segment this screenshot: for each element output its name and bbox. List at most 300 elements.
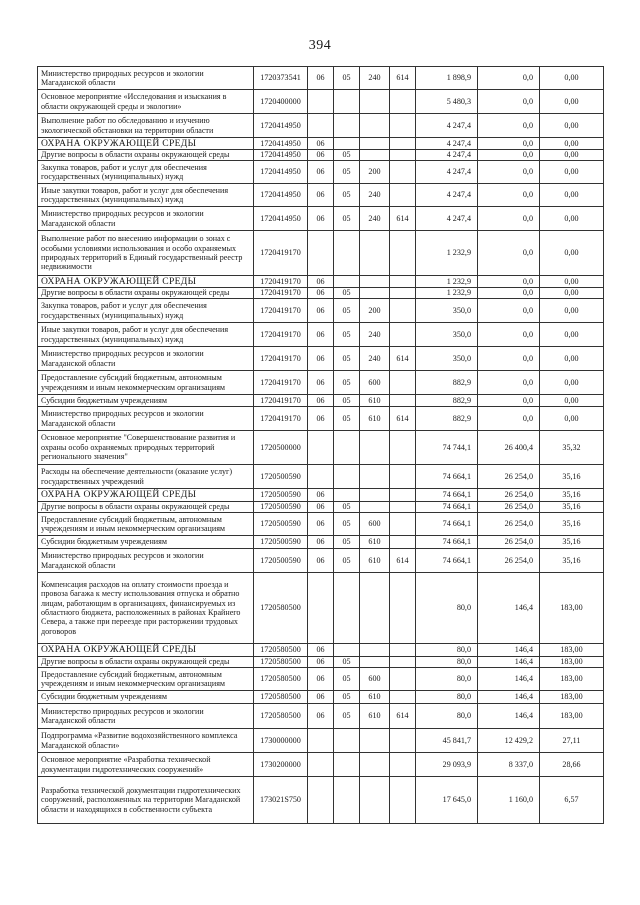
page-number: 394: [308, 38, 332, 53]
row-percent-cell: 27,11: [540, 729, 604, 753]
row-amount-planned-cell: 74 664,1: [416, 549, 478, 573]
row-amount-planned-cell: 1 232,9: [416, 288, 478, 299]
row-section-cell: [308, 777, 334, 824]
row-subsection-cell: [334, 276, 360, 288]
row-amount-executed-cell: 26 254,0: [478, 549, 540, 573]
row-percent-cell: 0,00: [540, 299, 604, 323]
row-expense-type-cell: 610: [360, 704, 390, 729]
row-amount-executed-cell: 26 254,0: [478, 489, 540, 502]
row-subsection-cell: 05: [334, 161, 360, 184]
row-name-cell: Министерство природных ресурсов и экологии Магаданской области: [38, 704, 254, 729]
row-expense-type-cell: 600: [360, 513, 390, 536]
row-subsection-cell: 05: [334, 691, 360, 704]
row-amount-executed-cell: 0,0: [478, 276, 540, 288]
row-code-cell: 1720500000: [254, 431, 308, 465]
row-name-cell: Министерство природных ресурсов и экологии Магаданской области: [38, 407, 254, 431]
row-amount-executed-cell: 0,0: [478, 347, 540, 371]
row-subsection-cell: [334, 489, 360, 502]
row-name-cell: ОХРАНА ОКРУЖАЮЩЕЙ СРЕДЫ: [38, 489, 254, 502]
row-department-cell: [390, 371, 416, 395]
row-department-cell: [390, 288, 416, 299]
row-code-cell: 1720419170: [254, 395, 308, 407]
row-name-cell: Выполнение работ по внесению информации о зонах с особыми условиями использования и особо охраняемых природных территорий в Единый государственный реестр недвижимости: [38, 231, 254, 276]
row-department-cell: [390, 644, 416, 657]
row-amount-planned-cell: 80,0: [416, 644, 478, 657]
row-name-cell: Министерство природных ресурсов и экологии Магаданской области: [38, 549, 254, 573]
row-amount-planned-cell: 4 247,4: [416, 150, 478, 161]
table-row: [38, 407, 604, 431]
row-subsection-cell: [334, 644, 360, 657]
row-code-cell: 173021S750: [254, 777, 308, 824]
row-section-cell: 06: [308, 691, 334, 704]
row-code-cell: 1720419170: [254, 407, 308, 431]
row-subsection-cell: 05: [334, 657, 360, 668]
row-amount-planned-cell: 29 093,9: [416, 753, 478, 777]
table-row: [38, 395, 604, 407]
table-row: [38, 138, 604, 150]
row-percent-cell: 35,16: [540, 502, 604, 513]
row-expense-type-cell: 240: [360, 184, 390, 207]
row-expense-type-cell: 240: [360, 347, 390, 371]
row-department-cell: [390, 90, 416, 114]
row-amount-executed-cell: 26 254,0: [478, 502, 540, 513]
row-code-cell: 1720414950: [254, 161, 308, 184]
row-section-cell: 06: [308, 502, 334, 513]
row-subsection-cell: 05: [334, 371, 360, 395]
row-section-cell: 06: [308, 395, 334, 407]
row-code-cell: 1720419170: [254, 231, 308, 276]
table-row: [38, 489, 604, 502]
row-amount-planned-cell: 4 247,4: [416, 161, 478, 184]
row-name-cell: Разработка технической документации гидротехнических сооружений, расположенных на территории Магаданской области и находящихся в собственности субъекта: [38, 777, 254, 824]
row-expense-type-cell: [360, 729, 390, 753]
row-percent-cell: 0,00: [540, 207, 604, 231]
row-amount-executed-cell: 0,0: [478, 299, 540, 323]
row-percent-cell: 183,00: [540, 573, 604, 644]
row-subsection-cell: 05: [334, 407, 360, 431]
row-amount-planned-cell: 80,0: [416, 657, 478, 668]
row-department-cell: [390, 691, 416, 704]
row-amount-planned-cell: 80,0: [416, 668, 478, 691]
row-amount-planned-cell: 45 841,7: [416, 729, 478, 753]
row-percent-cell: 35,32: [540, 431, 604, 465]
row-subsection-cell: 05: [334, 549, 360, 573]
row-percent-cell: 0,00: [540, 276, 604, 288]
row-amount-planned-cell: 1 232,9: [416, 276, 478, 288]
row-amount-executed-cell: 0,0: [478, 395, 540, 407]
row-code-cell: 1720419170: [254, 299, 308, 323]
table-row: [38, 502, 604, 513]
table-row: [38, 90, 604, 114]
row-amount-executed-cell: 26 400,4: [478, 431, 540, 465]
row-code-cell: 1720400000: [254, 90, 308, 114]
row-amount-planned-cell: 80,0: [416, 704, 478, 729]
row-amount-planned-cell: 882,9: [416, 407, 478, 431]
row-subsection-cell: [334, 231, 360, 276]
row-subsection-cell: [334, 777, 360, 824]
row-section-cell: 06: [308, 288, 334, 299]
row-subsection-cell: 05: [334, 668, 360, 691]
row-amount-planned-cell: 80,0: [416, 691, 478, 704]
row-department-cell: [390, 729, 416, 753]
row-code-cell: 1720500590: [254, 513, 308, 536]
row-expense-type-cell: 600: [360, 668, 390, 691]
row-amount-executed-cell: 0,0: [478, 90, 540, 114]
table-row: [38, 114, 604, 138]
row-subsection-cell: [334, 573, 360, 644]
row-department-cell: [390, 502, 416, 513]
row-subsection-cell: 05: [334, 536, 360, 549]
row-department-cell: [390, 513, 416, 536]
row-name-cell: Предоставление субсидий бюджетным, автономным учреждениям и иным некоммерческим организациям: [38, 371, 254, 395]
row-section-cell: 06: [308, 371, 334, 395]
table-row: [38, 67, 604, 90]
row-code-cell: 1720414950: [254, 207, 308, 231]
row-expense-type-cell: [360, 465, 390, 489]
row-expense-type-cell: 610: [360, 407, 390, 431]
row-section-cell: 06: [308, 536, 334, 549]
row-amount-executed-cell: 0,0: [478, 323, 540, 347]
row-percent-cell: 0,00: [540, 184, 604, 207]
row-section-cell: 06: [308, 644, 334, 657]
row-code-cell: 1720373541: [254, 67, 308, 90]
row-amount-executed-cell: 0,0: [478, 138, 540, 150]
row-section-cell: [308, 231, 334, 276]
row-name-cell: Основное мероприятие «Разработка технической документации гидротехнических сооружений»: [38, 753, 254, 777]
row-department-cell: [390, 184, 416, 207]
table-row: [38, 691, 604, 704]
row-percent-cell: 6,57: [540, 777, 604, 824]
row-section-cell: 06: [308, 207, 334, 231]
row-name-cell: Закупка товаров, работ и услуг для обеспечения государственных (муниципальных) нужд: [38, 299, 254, 323]
row-percent-cell: 0,00: [540, 150, 604, 161]
row-code-cell: 1720500590: [254, 465, 308, 489]
row-name-cell: Основное мероприятие «Исследования и изыскания в области окружающей среды и экологии»: [38, 90, 254, 114]
table-row: [38, 465, 604, 489]
row-section-cell: 06: [308, 138, 334, 150]
row-code-cell: 1720414950: [254, 184, 308, 207]
row-code-cell: 1720500590: [254, 549, 308, 573]
table-row: [38, 347, 604, 371]
row-name-cell: ОХРАНА ОКРУЖАЮЩЕЙ СРЕДЫ: [38, 138, 254, 150]
row-subsection-cell: [334, 138, 360, 150]
table-row: [38, 431, 604, 465]
row-section-cell: 06: [308, 184, 334, 207]
table-row: [38, 668, 604, 691]
row-department-cell: [390, 668, 416, 691]
row-code-cell: 1720500590: [254, 502, 308, 513]
row-percent-cell: 28,66: [540, 753, 604, 777]
row-name-cell: Другие вопросы в области охраны окружающей среды: [38, 150, 254, 161]
row-percent-cell: 183,00: [540, 644, 604, 657]
row-code-cell: 1720419170: [254, 347, 308, 371]
table-row: [38, 549, 604, 573]
row-department-cell: [390, 299, 416, 323]
table-row: [38, 371, 604, 395]
row-department-cell: 614: [390, 347, 416, 371]
row-department-cell: [390, 536, 416, 549]
row-section-cell: 06: [308, 347, 334, 371]
row-code-cell: 1730000000: [254, 729, 308, 753]
row-amount-executed-cell: 146,4: [478, 657, 540, 668]
row-expense-type-cell: [360, 489, 390, 502]
row-percent-cell: 183,00: [540, 657, 604, 668]
row-code-cell: 1720580500: [254, 657, 308, 668]
row-name-cell: Другие вопросы в области охраны окружающей среды: [38, 657, 254, 668]
row-code-cell: 1720580500: [254, 691, 308, 704]
row-name-cell: Подпрограмма «Развитие водохозяйственного комплекса Магаданской области»: [38, 729, 254, 753]
row-name-cell: Расходы на обеспечение деятельности (оказание услуг) государственных учреждений: [38, 465, 254, 489]
row-section-cell: 06: [308, 668, 334, 691]
row-amount-planned-cell: 74 664,1: [416, 536, 478, 549]
row-name-cell: Иные закупки товаров, работ и услуг для обеспечения государственных (муниципальных) нужд: [38, 184, 254, 207]
row-percent-cell: 0,00: [540, 161, 604, 184]
row-amount-planned-cell: 350,0: [416, 347, 478, 371]
row-amount-planned-cell: 4 247,4: [416, 184, 478, 207]
row-percent-cell: 35,16: [540, 549, 604, 573]
row-amount-executed-cell: 0,0: [478, 161, 540, 184]
row-percent-cell: 35,16: [540, 513, 604, 536]
row-subsection-cell: [334, 90, 360, 114]
table-row: [38, 161, 604, 184]
row-expense-type-cell: [360, 231, 390, 276]
row-amount-planned-cell: 17 645,0: [416, 777, 478, 824]
row-amount-planned-cell: 1 232,9: [416, 231, 478, 276]
row-section-cell: [308, 431, 334, 465]
row-expense-type-cell: [360, 288, 390, 299]
row-amount-planned-cell: 1 898,9: [416, 67, 478, 90]
row-section-cell: 06: [308, 657, 334, 668]
row-amount-planned-cell: 882,9: [416, 395, 478, 407]
table-row: [38, 729, 604, 753]
budget-table: [37, 66, 604, 824]
row-amount-executed-cell: 146,4: [478, 668, 540, 691]
row-section-cell: [308, 90, 334, 114]
row-subsection-cell: 05: [334, 323, 360, 347]
row-subsection-cell: 05: [334, 150, 360, 161]
table-row: [38, 276, 604, 288]
row-subsection-cell: [334, 431, 360, 465]
row-subsection-cell: 05: [334, 67, 360, 90]
row-amount-planned-cell: 4 247,4: [416, 138, 478, 150]
row-subsection-cell: 05: [334, 513, 360, 536]
row-amount-executed-cell: 0,0: [478, 288, 540, 299]
row-amount-executed-cell: 0,0: [478, 407, 540, 431]
row-section-cell: 06: [308, 150, 334, 161]
row-amount-executed-cell: 1 160,0: [478, 777, 540, 824]
row-amount-executed-cell: 0,0: [478, 67, 540, 90]
row-section-cell: 06: [308, 67, 334, 90]
row-section-cell: [308, 114, 334, 138]
row-percent-cell: 0,00: [540, 395, 604, 407]
row-subsection-cell: 05: [334, 502, 360, 513]
row-expense-type-cell: 610: [360, 691, 390, 704]
row-department-cell: 614: [390, 407, 416, 431]
row-amount-executed-cell: 146,4: [478, 704, 540, 729]
row-amount-planned-cell: 74 744,1: [416, 431, 478, 465]
row-code-cell: 1720500590: [254, 536, 308, 549]
row-amount-planned-cell: 4 247,4: [416, 207, 478, 231]
row-code-cell: 1720580500: [254, 704, 308, 729]
row-section-cell: 06: [308, 489, 334, 502]
table-row: [38, 299, 604, 323]
row-percent-cell: 0,00: [540, 323, 604, 347]
row-name-cell: Основное мероприятие "Совершенствование развития и охраны особо охраняемых природных территорий регионального значения": [38, 431, 254, 465]
row-department-cell: [390, 753, 416, 777]
row-code-cell: 1720580500: [254, 573, 308, 644]
row-amount-executed-cell: 12 429,2: [478, 729, 540, 753]
row-department-cell: [390, 573, 416, 644]
row-expense-type-cell: [360, 431, 390, 465]
row-percent-cell: 183,00: [540, 691, 604, 704]
row-name-cell: Министерство природных ресурсов и экологии Магаданской области: [38, 207, 254, 231]
row-amount-executed-cell: 0,0: [478, 114, 540, 138]
row-expense-type-cell: [360, 657, 390, 668]
row-department-cell: [390, 276, 416, 288]
row-code-cell: 1720580500: [254, 668, 308, 691]
row-subsection-cell: 05: [334, 395, 360, 407]
table-row: [38, 513, 604, 536]
row-name-cell: Другие вопросы в области охраны окружающей среды: [38, 288, 254, 299]
row-expense-type-cell: [360, 777, 390, 824]
row-subsection-cell: [334, 729, 360, 753]
row-section-cell: 06: [308, 704, 334, 729]
row-amount-planned-cell: 74 664,1: [416, 502, 478, 513]
row-subsection-cell: 05: [334, 184, 360, 207]
row-subsection-cell: 05: [334, 347, 360, 371]
row-subsection-cell: [334, 114, 360, 138]
row-percent-cell: 35,16: [540, 489, 604, 502]
table-row: [38, 704, 604, 729]
row-percent-cell: 35,16: [540, 536, 604, 549]
row-amount-executed-cell: 0,0: [478, 207, 540, 231]
row-amount-planned-cell: 5 480,3: [416, 90, 478, 114]
table-row: [38, 288, 604, 299]
row-section-cell: [308, 573, 334, 644]
row-department-cell: [390, 231, 416, 276]
row-amount-planned-cell: 80,0: [416, 573, 478, 644]
row-subsection-cell: 05: [334, 288, 360, 299]
row-percent-cell: 0,00: [540, 114, 604, 138]
row-amount-executed-cell: 146,4: [478, 691, 540, 704]
row-expense-type-cell: [360, 138, 390, 150]
row-expense-type-cell: 600: [360, 371, 390, 395]
table-row: [38, 184, 604, 207]
row-section-cell: [308, 729, 334, 753]
row-expense-type-cell: [360, 573, 390, 644]
row-amount-executed-cell: 146,4: [478, 573, 540, 644]
table-row: [38, 323, 604, 347]
row-subsection-cell: 05: [334, 704, 360, 729]
row-amount-executed-cell: 0,0: [478, 150, 540, 161]
row-section-cell: 06: [308, 323, 334, 347]
row-code-cell: 1720500590: [254, 489, 308, 502]
row-section-cell: 06: [308, 549, 334, 573]
row-section-cell: 06: [308, 299, 334, 323]
row-name-cell: Министерство природных ресурсов и экологии Магаданской области: [38, 67, 254, 90]
table-row: [38, 207, 604, 231]
row-amount-planned-cell: 74 664,1: [416, 465, 478, 489]
row-code-cell: 1720414950: [254, 150, 308, 161]
row-section-cell: 06: [308, 513, 334, 536]
row-name-cell: Предоставление субсидий бюджетным, автономным учреждениям и иным некоммерческим организациям: [38, 513, 254, 536]
row-name-cell: ОХРАНА ОКРУЖАЮЩЕЙ СРЕДЫ: [38, 644, 254, 657]
row-section-cell: [308, 753, 334, 777]
row-expense-type-cell: [360, 502, 390, 513]
row-department-cell: 614: [390, 207, 416, 231]
row-department-cell: [390, 431, 416, 465]
row-name-cell: Закупка товаров, работ и услуг для обеспечения государственных (муниципальных) нужд: [38, 161, 254, 184]
row-expense-type-cell: [360, 150, 390, 161]
row-code-cell: 1720580500: [254, 644, 308, 657]
row-expense-type-cell: 610: [360, 536, 390, 549]
row-section-cell: 06: [308, 407, 334, 431]
row-percent-cell: 183,00: [540, 704, 604, 729]
row-code-cell: 1720414950: [254, 114, 308, 138]
row-percent-cell: 0,00: [540, 67, 604, 90]
row-department-cell: 614: [390, 704, 416, 729]
row-amount-planned-cell: 74 664,1: [416, 513, 478, 536]
row-name-cell: Другие вопросы в области охраны окружающей среды: [38, 502, 254, 513]
row-department-cell: 614: [390, 549, 416, 573]
row-department-cell: [390, 489, 416, 502]
row-name-cell: Субсидии бюджетным учреждениям: [38, 691, 254, 704]
row-department-cell: [390, 161, 416, 184]
row-amount-planned-cell: 4 247,4: [416, 114, 478, 138]
row-percent-cell: 0,00: [540, 347, 604, 371]
row-name-cell: Компенсация расходов на оплату стоимости проезда и провоза багажа к месту использования отпуска и обратно лицам, работающим в организациях, финансируемых из областного бюджета, расположенных в районах Крайнего Севера, а также при переезде при расторжении трудовых договоров: [38, 573, 254, 644]
table-row: [38, 573, 604, 644]
row-percent-cell: 0,00: [540, 90, 604, 114]
row-code-cell: 1720419170: [254, 288, 308, 299]
row-name-cell: Субсидии бюджетным учреждениям: [38, 536, 254, 549]
row-expense-type-cell: 240: [360, 67, 390, 90]
row-expense-type-cell: [360, 114, 390, 138]
row-amount-planned-cell: 74 664,1: [416, 489, 478, 502]
row-amount-executed-cell: 26 254,0: [478, 465, 540, 489]
row-expense-type-cell: 610: [360, 395, 390, 407]
row-code-cell: 1730200000: [254, 753, 308, 777]
row-amount-executed-cell: 0,0: [478, 231, 540, 276]
row-name-cell: Предоставление субсидий бюджетным, автономным учреждениям и иным некоммерческим организациям: [38, 668, 254, 691]
row-amount-planned-cell: 350,0: [416, 323, 478, 347]
row-expense-type-cell: [360, 644, 390, 657]
row-expense-type-cell: 200: [360, 299, 390, 323]
row-name-cell: Субсидии бюджетным учреждениям: [38, 395, 254, 407]
row-department-cell: [390, 465, 416, 489]
row-expense-type-cell: [360, 276, 390, 288]
row-percent-cell: 35,16: [540, 465, 604, 489]
row-code-cell: 1720414950: [254, 138, 308, 150]
table-row: [38, 657, 604, 668]
row-amount-planned-cell: 350,0: [416, 299, 478, 323]
row-amount-planned-cell: 882,9: [416, 371, 478, 395]
table-row: [38, 777, 604, 824]
row-subsection-cell: [334, 753, 360, 777]
row-expense-type-cell: 610: [360, 549, 390, 573]
row-expense-type-cell: 240: [360, 323, 390, 347]
row-expense-type-cell: 240: [360, 207, 390, 231]
table-row: [38, 231, 604, 276]
row-department-cell: [390, 777, 416, 824]
row-percent-cell: 0,00: [540, 231, 604, 276]
row-department-cell: [390, 138, 416, 150]
row-expense-type-cell: 200: [360, 161, 390, 184]
row-percent-cell: 0,00: [540, 371, 604, 395]
row-name-cell: ОХРАНА ОКРУЖАЮЩЕЙ СРЕДЫ: [38, 276, 254, 288]
table-row: [38, 644, 604, 657]
row-code-cell: 1720419170: [254, 276, 308, 288]
